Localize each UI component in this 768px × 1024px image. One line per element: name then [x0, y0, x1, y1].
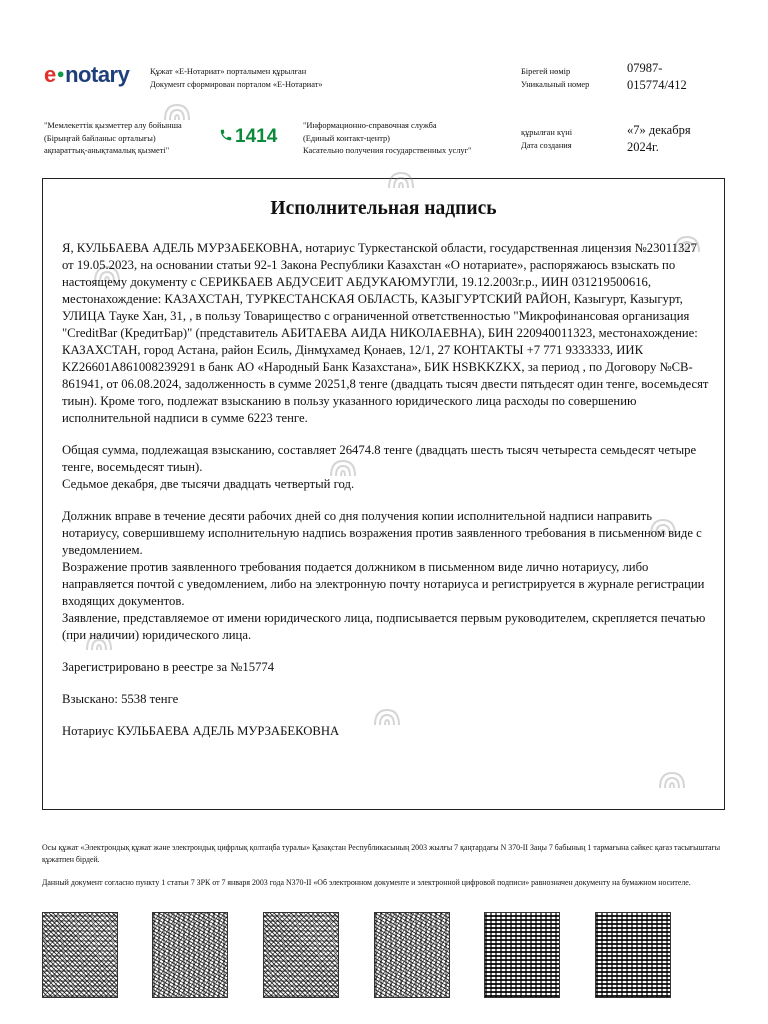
- creation-date-value: [627, 122, 691, 156]
- service-kz-line3: ақпараттық-анықтамалық қызметі": [44, 146, 170, 155]
- unique-number-label-kz: Бірегей нөмір: [521, 67, 571, 76]
- service-ru-line1: "Информационно-справочная служба: [303, 121, 437, 130]
- creation-date-label-ru: Дата создания: [521, 140, 572, 150]
- objection-paragraph-1: Должник вправе в течение десяти рабочих дней со дня получения копии исполнительной надписи направить нотариусу, совершившему исполнительную надпись возражения против заявленного требования в письменном виде с уведомлением.: [62, 509, 702, 557]
- qr-code: [374, 912, 450, 998]
- total-amount-text: Общая сумма, подлежащая взысканию, составляет 26474.8 тенге (двадцать шесть тысяч четыреста семьдесят четыре тенге, восемьдесят тиын).: [62, 443, 697, 474]
- ornament-watermark-icon: [657, 768, 687, 794]
- creation-date-label-kz: құрылған күні: [521, 128, 573, 137]
- unique-number-line2: 015774/412: [627, 78, 687, 92]
- portal-caption: [150, 66, 323, 91]
- unique-number-line1: 07987-: [627, 61, 663, 75]
- service-kz-line2: (Бірыңғай байланыс орталығы): [44, 133, 156, 143]
- legal-note-kz: Осы құжат «Электрондық құжат және электрондық цифрлық қолтаңба туралы» Қазақстан Республикасының 2003 жылғы 7 қаңтардағы N 370-II Заңы 7 бабының 1 тармағына сәйкес қағаз тасығыштағы құжатпен бірдей.: [42, 843, 721, 864]
- unique-number-value: [627, 60, 687, 94]
- creation-date-label: [521, 127, 572, 152]
- contact-phone: [219, 126, 277, 148]
- legal-note-ru: Данный документ согласно пункту 1 статьи 7 ЗРК от 7 января 2003 года N370-II «Об электронном документе и электронной цифровой подписи» равнозначен документу на бумажном носителе.: [42, 878, 691, 887]
- service-kz-line1: "Мемлекеттік қызметтер алу бойынша: [44, 121, 182, 130]
- portal-caption-ru: Документ сформирован порталом «Е-Нотариат»: [150, 79, 323, 89]
- qr-code-strip: [42, 912, 726, 998]
- service-info-ru: [303, 120, 513, 158]
- unique-number-label: [521, 66, 589, 91]
- main-paragraph: Я, КУЛЬБАЕВА АДЕЛЬ МУРЗАБЕКОВНА, нотариус Туркестанской области, государственная лицензия №23011327 от 19.05.2023, на основании статьи 92-1 Закона Республики Казахстан «О нотариате», распоряжаюсь взыскать по настоящему документу с СЕРИКБАЕВ АБДУСЕИТ АБДУКАЮМУГЛИ, 19.12.2003г.р., ИИН 031219500616, местонахождение: КАЗАХСТАН, ТУРКЕСТАНСКАЯ ОБЛАСТЬ, КАЗЫГУРТСКИЙ РАЙОН, Казыгурт, Казыгурт, УЛИЦА Тауке Хан, 31, , в пользу Товарищество с ограниченной ответственностью "Микрофинансовая организация "CreditBar (КредитБар)" (представитель АБИТАЕВА АИДА НИКОЛАЕВНА), БИН 220940011323, местонахождение: КАЗАХСТАН, город Астана, район Есиль, Дінмұхамед Қонаев, 12/1, 27 КОНТАКТЫ +7 771 9333333, ИИК KZ26601A861008239291 в банк АО «Народный Банк Казахстана», БИК HSBKKZKX, за период , по Договору №CB-861941, от 06.08.2024, задолженность в сумме 20251,8 тенге (двадцать тысяч двести пятьдесят один тенге, восемьдесят тиын). Кроме того, подлежат взысканию в пользу указанного юридического лица расходы по совершению исполнительной надписи в сумме 6223 тенге.: [62, 241, 709, 425]
- portal-caption-kz: Құжат «Е-Нотариат» порталымен құрылған: [150, 67, 307, 76]
- document-title: Исполнительная надпись: [270, 198, 497, 219]
- service-ru-line3: Касательно получения государственных услуг": [303, 146, 472, 155]
- date-in-words: Седьмое декабря, две тысячи двадцать четвертый год.: [62, 477, 355, 491]
- enotary-logo: e●notary: [44, 62, 130, 87]
- unique-number-label-ru: Уникальный номер: [521, 79, 590, 89]
- qr-code: [152, 912, 228, 998]
- phone-number: 1414: [235, 126, 278, 147]
- service-ru-line2: (Единый контакт-центр): [303, 133, 390, 143]
- collected-amount: Взыскано: 5538 тенге: [62, 692, 179, 706]
- objection-paragraph-3: Заявление, представляемое от имени юридического лица, подписывается первым руководителем, скрепляется печатью (при наличии) юридического лица.: [62, 611, 706, 642]
- objection-paragraph-2: Возражение против заявленного требования подается должником в письменном виде лично нотариусу, либо направляется почтой с уведомлением, либо на электронную почту нотариуса и регистрируется в журнале регистрации входящих документов.: [62, 560, 705, 608]
- document-body: [62, 240, 710, 740]
- creation-date-line1: «7» декабря: [627, 123, 691, 137]
- creation-date-line2: 2024г.: [627, 140, 659, 154]
- phone-icon: [219, 128, 233, 146]
- ornament-watermark-icon: [386, 168, 416, 194]
- notary-signature-line: Нотариус КУЛЬБАЕВА АДЕЛЬ МУРЗАБЕКОВНА: [62, 724, 340, 738]
- qr-code: [595, 912, 671, 998]
- registry-number: Зарегистрировано в реестре за №15774: [62, 660, 275, 674]
- qr-code: [42, 912, 118, 998]
- qr-code: [263, 912, 339, 998]
- qr-code: [484, 912, 560, 998]
- ornament-watermark-icon: [162, 100, 192, 126]
